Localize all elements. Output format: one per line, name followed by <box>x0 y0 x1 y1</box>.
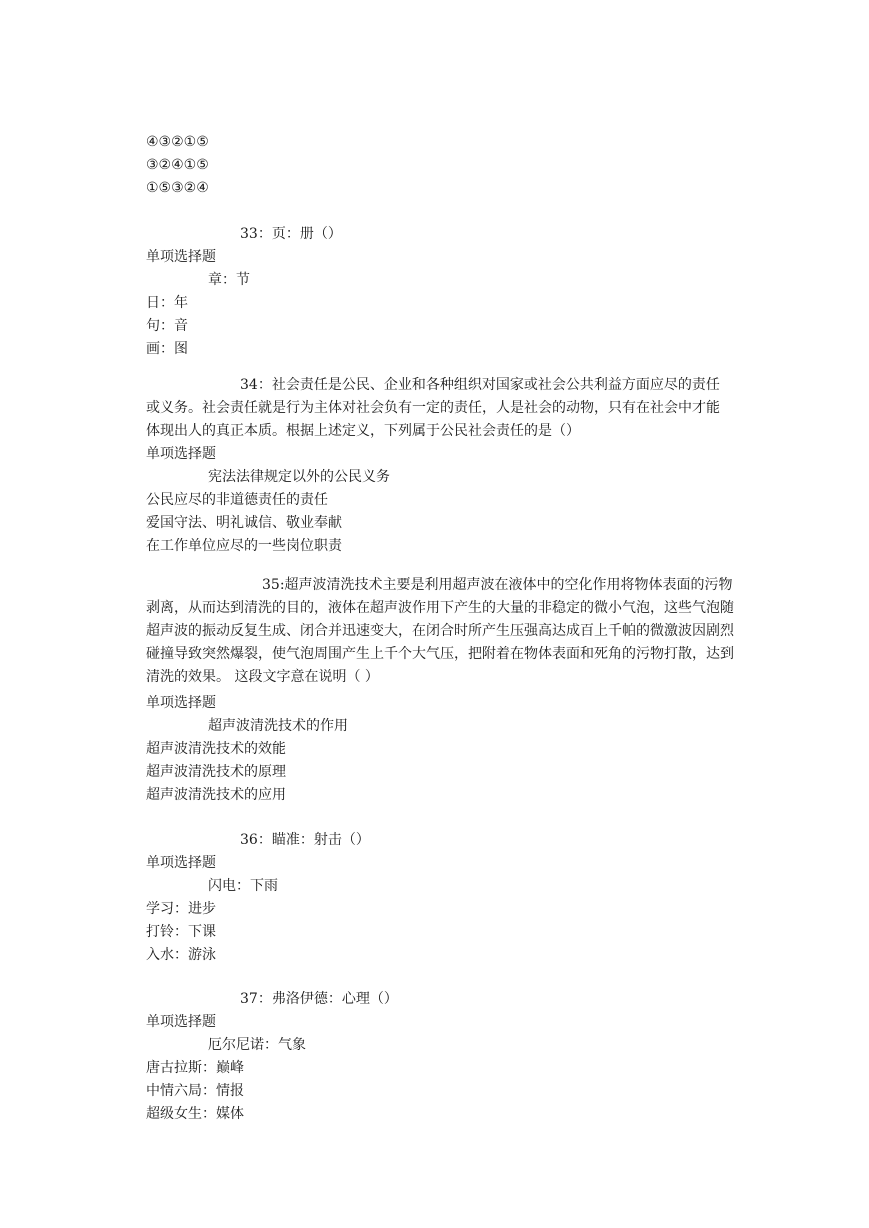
question-type: 单项选择题 <box>146 1014 216 1030</box>
option: 在工作单位应尽的一些岗位职责 <box>146 538 342 554</box>
question-stem: 37：弗洛伊德：心理（） <box>240 991 398 1007</box>
option: 闪电：下雨 <box>208 878 278 894</box>
option: 句：音 <box>146 318 188 334</box>
question-type: 单项选择题 <box>146 695 216 711</box>
option: 超声波清洗技术的应用 <box>146 787 286 803</box>
option: 宪法法律规定以外的公民义务 <box>208 469 390 485</box>
option: 公民应尽的非道德责任的责任 <box>146 492 328 508</box>
option: 超声波清洗技术的作用 <box>208 718 348 734</box>
option: 章：节 <box>208 272 250 288</box>
option: 画：图 <box>146 341 188 357</box>
prev-option: ④③②①⑤ <box>146 134 209 150</box>
option: 入水：游泳 <box>146 947 216 963</box>
question-type: 单项选择题 <box>146 249 216 265</box>
prev-option: ③②④①⑤ <box>146 157 209 173</box>
option: 超声波清洗技术的原理 <box>146 764 286 780</box>
option: 爱国守法、明礼诚信、敬业奉献 <box>146 515 342 531</box>
question-stem: 34：社会责任是公民、企业和各种组织对国家或社会公共利益方面应尽的责任或义务。社会责任就是行为主体对社会负有一定的责任，人是社会的动物，只有在社会中才能体现出人的真正本质。根据上述定义，下列属于公民社会责任的是（） <box>146 377 720 439</box>
question-stem: 35:超声波清洗技术主要是利用超声波在液体中的空化作用将物体表面的污物剥离，从而达到清洗的目的，液体在超声波作用下产生的大量的非稳定的微小气泡，这些气泡随超声波的振动反复生成、闭合并迅速变大，在闭合时所产生压强高达成百上千帕的微激波因剧烈碰撞导致突然爆裂，使气泡周围产生上千个大气压，把附着在物体表面和死角的污物打散，达到清洗的效果。 这段文字意在说明（ ） <box>146 577 734 685</box>
option: 超声波清洗技术的效能 <box>146 741 286 757</box>
option: 厄尔尼诺：气象 <box>208 1037 306 1053</box>
option: 超级女生：媒体 <box>146 1106 244 1122</box>
prev-option: ①⑤③②④ <box>146 180 209 196</box>
question-type: 单项选择题 <box>146 446 216 462</box>
option: 唐古拉斯：巅峰 <box>146 1060 244 1076</box>
option: 打铃：下课 <box>146 924 216 940</box>
question-type: 单项选择题 <box>146 855 216 871</box>
question-stem: 33：页：册（） <box>240 226 342 242</box>
option: 学习：进步 <box>146 901 216 917</box>
option: 日：年 <box>146 295 188 311</box>
option: 中情六局：情报 <box>146 1083 244 1099</box>
question-stem: 36：瞄准：射击（） <box>240 832 370 848</box>
